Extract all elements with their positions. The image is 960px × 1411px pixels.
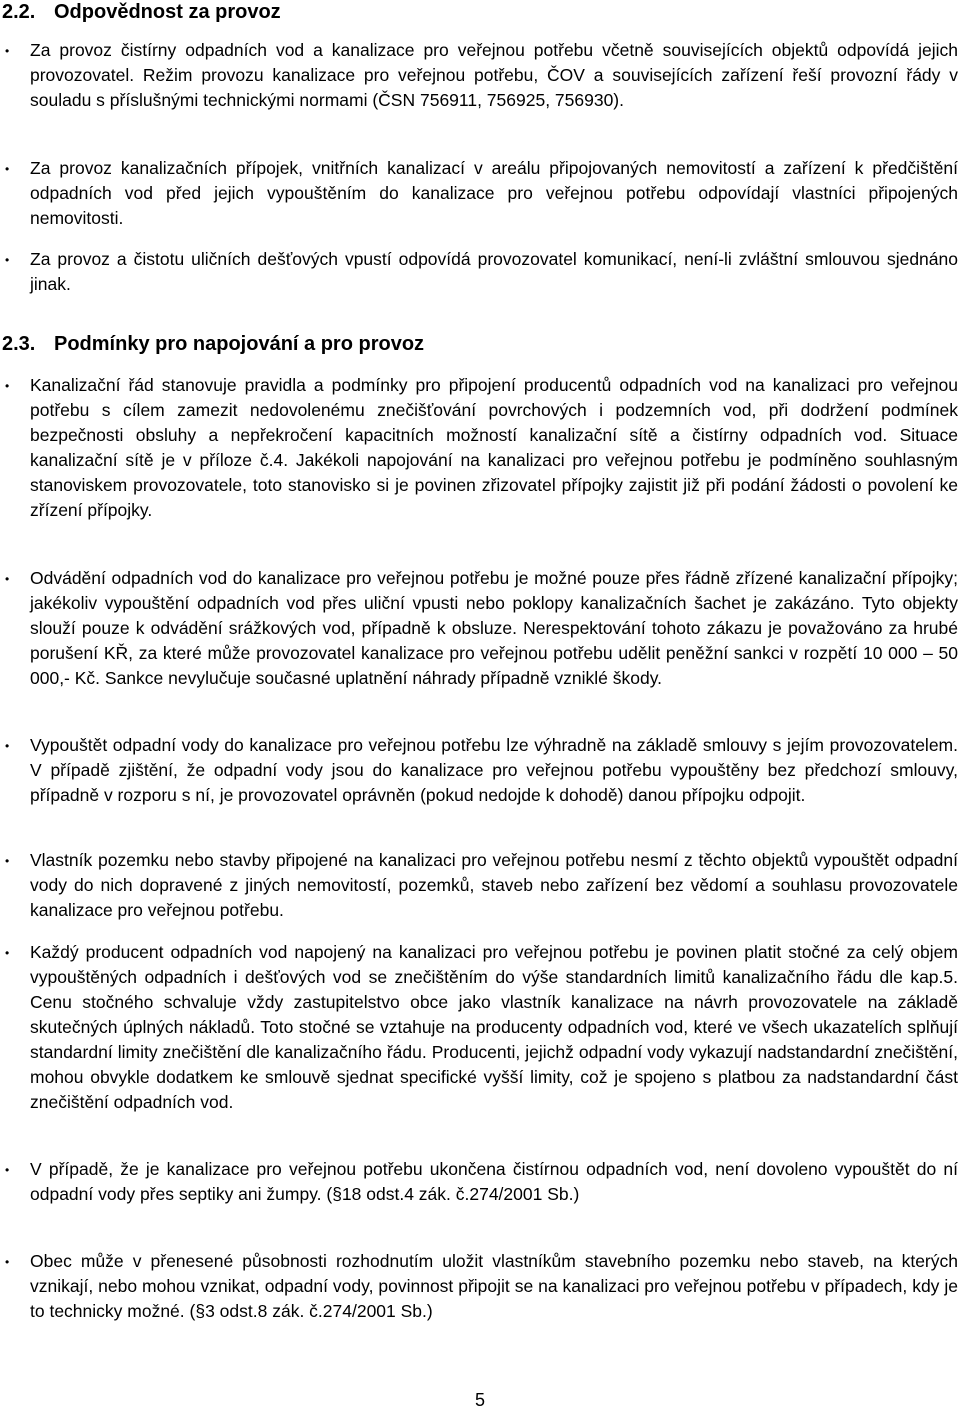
page-number: 5 [474,1390,485,1410]
bullet-icon: • [5,379,10,393]
bullet-icon: • [5,854,10,868]
section-number: 2.3. [2,333,36,355]
paragraph: Odvádění odpadních vod do kanalizace pro veřejnou potřebu je možné pouze přes řádně zřízené kanalizační přípojky; jakékoliv vypouštění odpadních vod přes uliční vpusti nebo poklopy kanalizačních šachet je zakázáno. Tyto objekty slouží pouze k odvádění srážkových vod, případně k obsluze. Nerespektování tohoto zákazu je považováno za hrubé porušení KŘ, za které může provozovatel kanalizace pro veřejnou potřebu udělit peněžní sankci v rozpětí 10 000 – 50 000,- Kč. Sankce nevylučuje současné uplatnění náhrady případně vzniklé škody. [30,568,958,688]
paragraph: Za provoz kanalizačních přípojek, vnitřních kanalizací v areálu připojovaných nemovitostí a zařízení k předčištění odpadních vod před jejich vypouštěním do kanalizace pro veřejnou potřebu odpovídají vlastníci připojených nemovitosti. [30,158,958,228]
section-number: 2.2. [2,1,36,23]
section-title: Podmínky pro napojování a pro provoz [54,333,425,355]
paragraph: Každý producent odpadních vod napojený na kanalizaci pro veřejnou potřebu je povinen platit stočné za celý objem vypouštěných odpadních i dešťových vod se znečištěním do výše standardních limitů kanalizačního řádu dle kap.5. Cenu stočného schvaluje vždy zastupitelstvo obce jako vlastník kanalizace na návrh provozovatele na základě skutečných úplných nákladů. Toto stočné se vztahuje na producenty odpadních vod, které ve všech ukazatelích splňují standardní limity znečištění dle kanalizačního řádu. Producenti, jejichž odpadní vody vykazují nadstandardní znečištění, mohou obvykle dodatkem ke smlouvě sjednat specifické vyšší limity, což je spojeno s platbou za nadstandardní část znečištění odpadních vod. [30,942,958,1112]
paragraph: V případě, že je kanalizace pro veřejnou potřebu ukončena čistírnou odpadních vod, není dovoleno vypouštět do ní odpadní vody přes septiky ani žumpy. (§18 odst.4 zák. č.274/2001 Sb.) [30,1159,958,1204]
bullet-icon: • [5,1255,10,1269]
bullet-icon: • [5,739,10,753]
bullet-icon: • [5,946,10,960]
bullet-icon: • [5,162,10,176]
bullet-icon: • [5,44,10,58]
section-heading-2-3 [2,332,424,356]
bullet-icon: • [5,1163,10,1177]
bullet-icon: • [5,253,10,267]
paragraph: Vlastník pozemku nebo stavby připojené na kanalizaci pro veřejnou potřebu nesmí z těchto objektů vypouštět odpadní vody do nich dopravené z jiných nemovitostí, pozemků, staveb nebo zařízení bez vědomí a souhlasu provozovatele kanalizace pro veřejnou potřebu. [30,850,958,920]
paragraph: Vypouštět odpadní vody do kanalizace pro veřejnou potřebu lze výhradně na základě smlouvy s jejím provozovatelem. V případě zjištění, že odpadní vody jsou do kanalizace pro veřejnou potřebu vypouštěny bez předchozí smlouvy, případně v rozporu s ní, je provozovatel oprávněn (pokud nedojde k dohodě) danou přípojku odpojit. [30,735,958,805]
paragraph: Kanalizační řád stanovuje pravidla a podmínky pro připojení producentů odpadních vod na kanalizaci pro veřejnou potřebu s cílem zamezit nedovolenému znečišťování povrchových i podzemních vod, při dodržení podmínek bezpečnosti obsluhy a nepřekročení kapacitních možností kanalizační sítě a čistírny odpadních vod. Situace kanalizační sítě je v příloze č.4. Jakékoli napojování na kanalizaci pro veřejnou potřebu je podmíněno souhlasným stanoviskem provozovatele, toto stanovisko si je povinen zřizovatel přípojky zajistit již při podání žádosti o povolení ke zřízení přípojky. [30,375,958,520]
bullet-icon: • [5,572,10,586]
section-title: Odpovědnost za provoz [54,1,281,23]
paragraph: Obec může v přenesené působnosti rozhodnutím uložit vlastníkům stavebního pozemku nebo staveb, na kterých vznikají, nebo mohou vznikat, odpadní vody, povinnost připojit se na kanalizaci pro veřejnou potřebu v případech, kdy je to technicky možné. (§3 odst.8 zák. č.274/2001 Sb.) [30,1251,958,1321]
paragraph: Za provoz čistírny odpadních vod a kanalizace pro veřejnou potřebu včetně souvisejících objektů odpovídá jejich provozovatel. Režim provozu kanalizace pro veřejnou potřebu, ČOV a souvisejících zařízení řeší provozní řády v souladu s příslušnými technickými normami (ČSN 756911, 756925, 756930). [30,40,958,110]
section-heading-2-2 [2,0,281,24]
paragraph: Za provoz a čistotu uličních dešťových vpustí odpovídá provozovatel komunikací, není-li zvláštní smlouvou sjednáno jinak. [30,249,958,294]
